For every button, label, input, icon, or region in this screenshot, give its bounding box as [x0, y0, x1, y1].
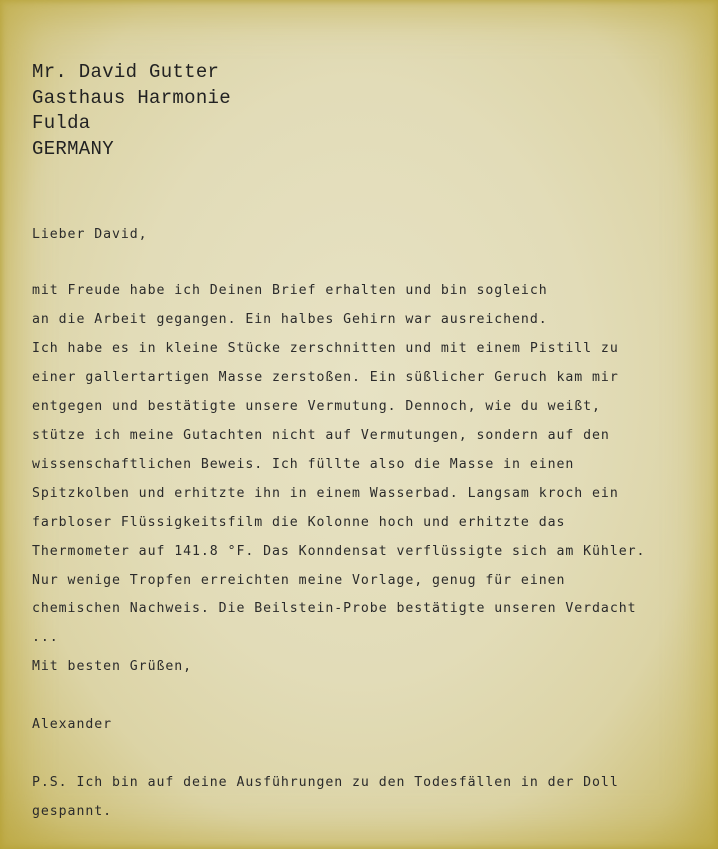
letter-body [32, 277, 712, 827]
address-name: Mr. David Gutter [32, 61, 220, 83]
body-line: einer gallertartigen Masse zerstoßen. Ein süßlicher Geruch kam mir [32, 369, 619, 385]
salutation: Lieber David, [32, 227, 148, 242]
body-line: wissenschaftlichen Beweis. Ich füllte also die Masse in einen [32, 456, 575, 472]
body-line: an die Arbeit gegangen. Ein halbes Gehirn war ausreichend. [32, 311, 548, 327]
letter-content [32, 60, 712, 827]
address-establishment: Gasthaus Harmonie [32, 86, 231, 109]
postscript-line: P.S. Ich bin auf deine Ausführungen zu den Todesfällen in der Doll [32, 775, 619, 791]
closing: Mit besten Grüßen, [32, 659, 193, 675]
postscript-line: gespannt. [32, 804, 113, 820]
blank-line [32, 740, 712, 769]
body-line: Nur wenige Tropfen erreichten meine Vorlage, genug für einen [32, 572, 566, 588]
body-line: Ich habe es in kleine Stücke zerschnitten und mit einem Pistill zu [32, 340, 619, 356]
body-line: mit Freude habe ich Deinen Brief erhalten und bin sogleich [32, 283, 548, 298]
body-line: stütze ich meine Gutachten nicht auf Vermutungen, sondern auf den [32, 427, 610, 443]
body-line: chemischen Nachweis. Die Beilstein-Probe bestätigte unseren Verdacht [32, 601, 637, 617]
recipient-address [32, 60, 712, 162]
body-line: ... [32, 630, 59, 646]
address-city: Fulda [32, 112, 91, 134]
address-country: GERMANY [32, 137, 114, 160]
blank-line [32, 682, 712, 711]
body-line: entgegen und bestätigte unsere Vermutung. Dennoch, wie du weißt, [32, 398, 601, 414]
body-line: farbloser Flüssigkeitsfilm die Kolonne hoch und erhitzte das [32, 514, 566, 530]
body-line: Spitzkolben und erhitzte ihn in einem Wasserbad. Langsam kroch ein [32, 485, 619, 501]
signature: Alexander [32, 717, 113, 733]
body-line: Thermometer auf 141.8 °F. Das Konndensat verflüssigte sich am Kühler. [32, 543, 646, 559]
